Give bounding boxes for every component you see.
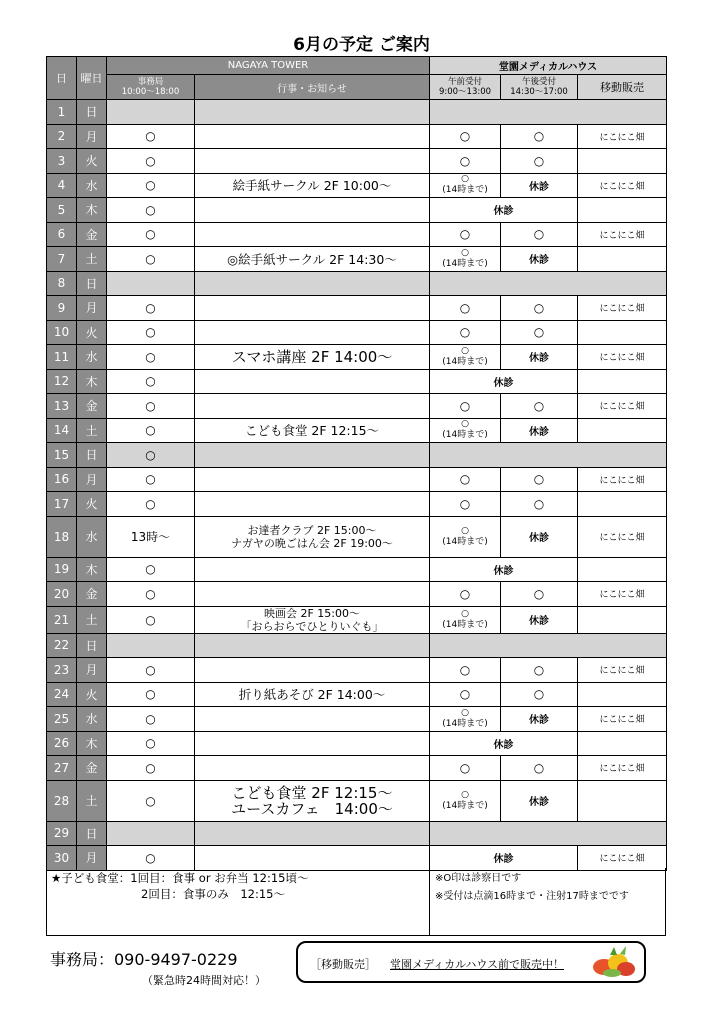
am-cell (430, 418, 501, 443)
day-cell: 13 (47, 394, 77, 419)
table-row (47, 345, 667, 370)
office-cell: ○ (107, 846, 195, 871)
am-cell: ○ (430, 467, 501, 492)
weekday-cell: 月 (77, 658, 107, 683)
day-cell: 21 (47, 606, 77, 633)
event-cell (195, 582, 430, 607)
table-row (47, 682, 667, 707)
weekday-cell: 日 (77, 100, 107, 125)
mobile-cell (578, 198, 667, 223)
table-row (47, 418, 667, 443)
am-until: (14時まで) (442, 258, 488, 269)
am-cell: ○ (430, 296, 501, 321)
table-row (47, 658, 667, 683)
clinic-cell (430, 821, 667, 846)
day-cell: 17 (47, 492, 77, 517)
day-cell: 12 (47, 369, 77, 394)
table-row (47, 320, 667, 345)
event-line: ナガヤの晩ごはん会 2F 19:00～ (231, 536, 393, 550)
event-cell (195, 633, 430, 658)
day-cell: 3 (47, 149, 77, 174)
table-row (47, 247, 667, 272)
clinic-cell (430, 100, 667, 125)
office-cell (107, 821, 195, 846)
weekday-cell: 日 (77, 821, 107, 846)
mobile-cell: にこにこ畑 (578, 467, 667, 492)
office-cell: ○ (107, 198, 195, 223)
day-cell: 18 (47, 516, 77, 557)
pm-cell: ○ (501, 756, 578, 781)
header-office: 事務局 10:00～18:00 (107, 75, 195, 100)
event-cell: こども食堂 2F 12:15～ (195, 418, 430, 443)
mobile-cell: にこにこ畑 (578, 124, 667, 149)
weekday-cell: 水 (77, 345, 107, 370)
am-cell (430, 606, 501, 633)
event-line: お達者クラブ 2F 15:00～ (247, 523, 377, 537)
weekday-cell: 水 (77, 707, 107, 732)
am-cell: ○ (430, 222, 501, 247)
pm-cell: 休診 (501, 606, 578, 633)
note-circle: ※O印は診察日です (435, 873, 522, 884)
am-mark: ○ (461, 525, 469, 536)
office-cell: ○ (107, 658, 195, 683)
pm-cell: ○ (501, 582, 578, 607)
mobile-cell (578, 682, 667, 707)
am-until: (14時まで) (442, 430, 488, 441)
pm-cell: ○ (501, 394, 578, 419)
am-cell: ○ (430, 582, 501, 607)
table-row (47, 780, 667, 821)
weekday-cell: 日 (77, 633, 107, 658)
pm-cell: ○ (501, 124, 578, 149)
pm-cell: ○ (501, 658, 578, 683)
am-cell (430, 345, 501, 370)
mobile-cell (578, 247, 667, 272)
table-row (47, 467, 667, 492)
notes-right (431, 868, 667, 935)
event-cell (195, 443, 430, 468)
mobile-cell (578, 149, 667, 174)
event-cell (195, 707, 430, 732)
am-cell (430, 516, 501, 557)
am-mark: ○ (461, 789, 469, 800)
event-cell (195, 124, 430, 149)
office-cell (107, 271, 195, 296)
mobile-cell (578, 606, 667, 633)
table-row (47, 633, 667, 658)
am-cell (430, 780, 501, 821)
note-kids-1: ★子ども食堂：1回目：食事 or お弁当 12:15頃～ (51, 871, 309, 885)
mobile-cell: にこにこ畑 (578, 846, 667, 871)
am-until: (14時まで) (442, 536, 488, 547)
day-cell: 29 (47, 821, 77, 846)
table-row (47, 394, 667, 419)
office-cell: ○ (107, 467, 195, 492)
schedule-table (46, 56, 667, 871)
office-cell: ○ (107, 394, 195, 419)
event-cell (195, 320, 430, 345)
pm-cell: 休診 (501, 173, 578, 198)
day-cell: 10 (47, 320, 77, 345)
clinic-closed-cell: 休診 (430, 557, 578, 582)
office-cell: ○ (107, 756, 195, 781)
event-cell (195, 222, 430, 247)
event-cell (195, 821, 430, 846)
table-row (47, 821, 667, 846)
office-cell: ○ (107, 247, 195, 272)
weekday-cell: 木 (77, 557, 107, 582)
mobile-cell: にこにこ畑 (578, 345, 667, 370)
table-row (47, 296, 667, 321)
am-mark: ○ (461, 345, 469, 356)
office-cell: ○ (107, 707, 195, 732)
office-cell: ○ (107, 492, 195, 517)
pm-cell: ○ (501, 149, 578, 174)
event-cell: スマホ講座 2F 14:00～ (195, 345, 430, 370)
am-cell: ○ (430, 658, 501, 683)
mobile-cell: にこにこ畑 (578, 222, 667, 247)
weekday-cell: 水 (77, 173, 107, 198)
table-row (47, 222, 667, 247)
pm-cell: ○ (501, 320, 578, 345)
am-until: (14時まで) (442, 619, 488, 630)
am-cell (430, 247, 501, 272)
event-cell (195, 492, 430, 517)
weekday-cell: 水 (77, 516, 107, 557)
day-cell: 7 (47, 247, 77, 272)
am-mark: ○ (461, 419, 469, 430)
event-cell (195, 557, 430, 582)
mobile-cell (578, 492, 667, 517)
header-pm: 午後受付 14:30～17:00 (501, 75, 578, 100)
am-cell: ○ (430, 320, 501, 345)
mobile-sale-message: 堂園メディカルハウス前で販売中！ (390, 958, 565, 971)
weekday-cell: 金 (77, 582, 107, 607)
day-cell: 14 (47, 418, 77, 443)
pm-cell: 休診 (501, 516, 578, 557)
am-cell: ○ (430, 682, 501, 707)
mobile-sale-box (296, 941, 646, 983)
table-row (47, 557, 667, 582)
am-cell: ○ (430, 149, 501, 174)
mobile-cell: にこにこ畑 (578, 516, 667, 557)
pm-cell: ○ (501, 296, 578, 321)
header-weekday: 曜日 (77, 57, 107, 100)
table-row (47, 846, 667, 871)
event-cell (195, 198, 430, 223)
weekday-cell: 日 (77, 443, 107, 468)
clinic-closed-cell: 休診 (430, 846, 578, 871)
event-cell (195, 369, 430, 394)
event-line: 映画会 2F 15:00～ (263, 606, 361, 620)
event-cell: ◎絵手紙サークル 2F 14:30～ (195, 247, 430, 272)
event-cell (195, 846, 430, 871)
am-cell: ○ (430, 124, 501, 149)
office-cell: ○ (107, 149, 195, 174)
weekday-cell: 木 (77, 198, 107, 223)
event-cell (195, 100, 430, 125)
table-row (47, 516, 667, 557)
mobile-cell: にこにこ畑 (578, 658, 667, 683)
weekday-cell: 金 (77, 756, 107, 781)
day-cell: 11 (47, 345, 77, 370)
table-row (47, 582, 667, 607)
clinic-cell (430, 633, 667, 658)
weekday-cell: 火 (77, 492, 107, 517)
mobile-cell (578, 780, 667, 821)
am-until: (14時まで) (442, 718, 488, 729)
pm-cell: ○ (501, 467, 578, 492)
table-row (47, 149, 667, 174)
table-row (47, 731, 667, 756)
office-cell: ○ (107, 443, 195, 468)
event-cell (195, 606, 430, 633)
weekday-cell: 金 (77, 394, 107, 419)
day-cell: 20 (47, 582, 77, 607)
event-cell (195, 658, 430, 683)
event-line: 「おらおらでひとりいぐも」 (240, 619, 384, 633)
am-until: (14時まで) (442, 356, 488, 367)
pm-cell: 休診 (501, 345, 578, 370)
clinic-cell (430, 443, 667, 468)
office-cell: ○ (107, 682, 195, 707)
pm-cell: ○ (501, 222, 578, 247)
table-row (47, 443, 667, 468)
weekday-cell: 木 (77, 369, 107, 394)
header-mobile: 移動販売 (578, 75, 667, 100)
am-mark: ○ (461, 608, 469, 619)
mobile-cell: にこにこ畑 (578, 582, 667, 607)
pm-cell: ○ (501, 492, 578, 517)
table-row (47, 271, 667, 296)
pm-cell: 休診 (501, 780, 578, 821)
event-cell (195, 516, 430, 557)
table-row (47, 100, 667, 125)
weekday-cell: 火 (77, 149, 107, 174)
clinic-closed-cell: 休診 (430, 731, 578, 756)
emergency-note: （緊急時24時間対応！） (142, 974, 266, 987)
office-cell: ○ (107, 606, 195, 633)
event-cell: 折り紙あそび 2F 14:00～ (195, 682, 430, 707)
weekday-cell: 木 (77, 731, 107, 756)
clinic-cell (430, 271, 667, 296)
event-line: ユースカフェ 14:00～ (231, 799, 393, 818)
day-cell: 1 (47, 100, 77, 125)
am-cell (430, 173, 501, 198)
clinic-closed-cell: 休診 (430, 198, 578, 223)
office-cell: ○ (107, 173, 195, 198)
weekday-cell: 土 (77, 780, 107, 821)
office-cell: ○ (107, 222, 195, 247)
table-row (47, 124, 667, 149)
pm-cell: 休診 (501, 418, 578, 443)
mobile-cell: にこにこ畑 (578, 707, 667, 732)
office-cell: ○ (107, 369, 195, 394)
table-row (47, 198, 667, 223)
am-cell (430, 707, 501, 732)
mobile-cell: にこにこ畑 (578, 296, 667, 321)
pm-cell: 休診 (501, 707, 578, 732)
event-cell (195, 296, 430, 321)
day-cell: 6 (47, 222, 77, 247)
event-cell: 絵手紙サークル 2F 10:00～ (195, 173, 430, 198)
day-cell: 5 (47, 198, 77, 223)
weekday-cell: 土 (77, 606, 107, 633)
weekday-cell: 月 (77, 296, 107, 321)
vegetables-icon (590, 943, 638, 979)
weekday-cell: 月 (77, 124, 107, 149)
notes-box (46, 868, 666, 936)
weekday-cell: 月 (77, 467, 107, 492)
table-row (47, 606, 667, 633)
pm-cell: ○ (501, 682, 578, 707)
table-row (47, 173, 667, 198)
office-phone: 事務局：090-9497-0229 (50, 950, 238, 969)
day-cell: 2 (47, 124, 77, 149)
am-mark: ○ (461, 247, 469, 258)
am-cell: ○ (430, 492, 501, 517)
am-mark: ○ (461, 707, 469, 718)
office-cell: ○ (107, 320, 195, 345)
day-cell: 19 (47, 557, 77, 582)
day-cell: 30 (47, 846, 77, 871)
day-cell: 9 (47, 296, 77, 321)
day-cell: 27 (47, 756, 77, 781)
office-cell: ○ (107, 345, 195, 370)
event-cell (195, 780, 430, 821)
am-cell: ○ (430, 756, 501, 781)
office-cell: ○ (107, 731, 195, 756)
event-cell (195, 467, 430, 492)
mobile-sale-label: ［移動販売］ (310, 958, 376, 971)
weekday-cell: 火 (77, 682, 107, 707)
weekday-cell: 月 (77, 846, 107, 871)
office-cell: 13時～ (107, 516, 195, 557)
mobile-cell: にこにこ畑 (578, 394, 667, 419)
weekday-cell: 日 (77, 271, 107, 296)
office-cell: ○ (107, 124, 195, 149)
table-row (47, 707, 667, 732)
office-cell: ○ (107, 418, 195, 443)
day-cell: 28 (47, 780, 77, 821)
event-cell (195, 271, 430, 296)
note-reception: ※受付は点滴16時まで・注射17時までです (435, 891, 629, 902)
office-cell (107, 100, 195, 125)
day-cell: 16 (47, 467, 77, 492)
pm-cell: 休診 (501, 247, 578, 272)
am-until: (14時まで) (442, 185, 488, 196)
day-cell: 26 (47, 731, 77, 756)
mobile-cell (578, 320, 667, 345)
mobile-cell: にこにこ畑 (578, 756, 667, 781)
weekday-cell: 土 (77, 247, 107, 272)
weekday-cell: 金 (77, 222, 107, 247)
office-cell: ○ (107, 557, 195, 582)
day-cell: 4 (47, 173, 77, 198)
am-until: (14時まで) (442, 800, 488, 811)
event-cell (195, 756, 430, 781)
table-row (47, 492, 667, 517)
header-day: 日 (47, 57, 77, 100)
office-cell: ○ (107, 582, 195, 607)
note-kids-2: 2回目：食事のみ 12:15～ (141, 887, 285, 901)
header-nagaya: NAGAYA TOWER (107, 57, 430, 75)
header-clinic: 堂園メディカルハウス (430, 57, 667, 75)
weekday-cell: 火 (77, 320, 107, 345)
event-cell (195, 394, 430, 419)
mobile-cell (578, 369, 667, 394)
page-title: 6月の予定 ご案内 (293, 35, 430, 55)
clinic-closed-cell: 休診 (430, 369, 578, 394)
mobile-cell: にこにこ畑 (578, 173, 667, 198)
event-cell (195, 149, 430, 174)
table-row (47, 756, 667, 781)
event-line: こども食堂 2F 12:15～ (231, 783, 393, 802)
header-am: 午前受付 9:00～13:00 (430, 75, 501, 100)
day-cell: 22 (47, 633, 77, 658)
am-cell: ○ (430, 394, 501, 419)
day-cell: 23 (47, 658, 77, 683)
weekday-cell: 土 (77, 418, 107, 443)
office-cell (107, 633, 195, 658)
day-cell: 15 (47, 443, 77, 468)
mobile-cell (578, 418, 667, 443)
notes-left (47, 868, 430, 935)
day-cell: 24 (47, 682, 77, 707)
office-cell: ○ (107, 296, 195, 321)
event-cell (195, 731, 430, 756)
office-cell: ○ (107, 780, 195, 821)
table-row (47, 369, 667, 394)
day-cell: 8 (47, 271, 77, 296)
mobile-cell (578, 731, 667, 756)
mobile-cell (578, 557, 667, 582)
day-cell: 25 (47, 707, 77, 732)
header-events: 行事・お知らせ (195, 75, 430, 100)
am-mark: ○ (461, 174, 469, 185)
